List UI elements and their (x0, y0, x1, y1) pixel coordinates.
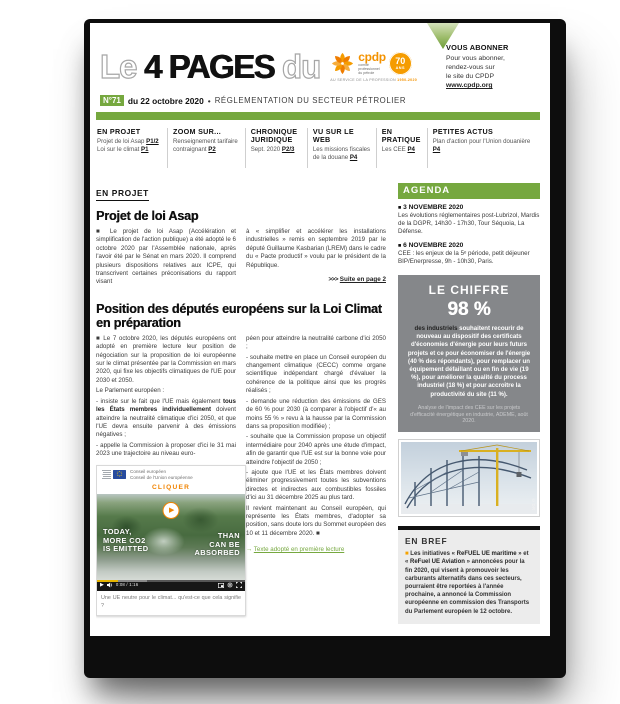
video-thumbnail[interactable] (97, 494, 245, 580)
issue-tagline: RÉGLEMENTATION DU SECTEUR PÉTROLIER (214, 96, 407, 105)
paragraph: - souhaite mettre en place un Conseil européen du changement climatique (CECC) comme organe scientifique indépendant chargé d'évaluer la cohérence de la politique ainsi que les progrès réalisés ; (246, 353, 386, 395)
nav-item-vu-sur-le-web[interactable]: VU SUR LE WEB Les missions fiscales de la douane P4 (307, 128, 376, 168)
agenda-event: ■ 6 NOVEMBRE 2020 CEE : les enjeux de la 5ᵉ période, petit déjeuner BIP/Enerpresse, 9h - 10h30, Paris. (398, 241, 530, 265)
article1-title: Projet de loi Asap (96, 209, 199, 223)
article1-col2 (246, 228, 386, 289)
paragraph: - appelle la Commission à proposer d'ici le 31 mai 2023 une trajectoire au niveau euro- (96, 441, 236, 458)
nav-item-en-pratique[interactable]: EN PRATIQUE Les CEE P4 (376, 128, 427, 168)
video-card-header (97, 466, 245, 483)
article2-title: Position des députés européens sur la Loi Climat en préparation (96, 301, 382, 330)
le-chiffre-body: des industriels souhaitent recourir de nouveau au dispositif des certificats d'économies d'énergie pour leurs futurs projets et ce pour économiser de l'énergie (40 % des répondants), pour remplacer un équipement défaillant ou en fin de vie (19 %), pour améliorer la qualité du process industriel (18 %) et pour accroître la productivité du site (11 %). (407, 325, 531, 398)
cpdp-starburst-icon (330, 51, 355, 76)
paragraph: - insiste sur le fait que l'UE mais également tous les États membres individuellement doivent atteindre la neutralité climatique d'ici 2050, et que l'UE devra ensuite parvenir à des émissions négatives ; (96, 397, 236, 439)
le-chiffre-box (398, 275, 540, 432)
paragraph: ■ Le 7 octobre 2020, les députés européens ont adopté en première lecture leur position de négociation sur la proposition de loi européenne sur le climat présentée par la Commission en mars 2020, qui fixe les objectifs climatiques de l'UE pour 2030 et 2050. (96, 334, 236, 384)
main-articles (96, 183, 386, 636)
en-bref-box (398, 530, 540, 624)
le-chiffre-number: 98 % (447, 299, 491, 321)
newsletter-page (90, 23, 550, 636)
article2-col2 (246, 335, 386, 616)
nav-item-en-projet[interactable]: EN PROJET Projet de loi Asap P1/2 Loi sur le climat P1 (97, 127, 159, 153)
cpdp-website-link[interactable]: www.cpdp.org (446, 82, 493, 89)
nav-item-zoom-sur[interactable]: ZOOM SUR... Renseignement tarifaire contraignant P2 (167, 128, 245, 168)
video-overlay-left: TODAY, MORE CO2 IS EMITTED (103, 526, 149, 554)
section-label-en-projet: EN PROJET (96, 188, 149, 201)
paragraph: - ajoute que l'UE et les États membres doivent éliminer progressivement toutes les subventions directes et indirectes aux combustibles fossiles d'ici au 31 décembre 2025 au plus tard. (246, 468, 386, 502)
agenda-header: AGENDA (398, 183, 540, 199)
cpdp-descriptor-2: professionnel (358, 66, 380, 71)
video-play-icon[interactable]: ▶ (100, 581, 104, 588)
bullet-icon: ■ (398, 242, 402, 249)
paragraph: - demande une réduction des émissions de GES de 60 % pour 2030 (à comparer à l'objectif d'« au moins 55 % » revu à la hausse par la Commission dans sa proposition modifiée) ; (246, 397, 386, 430)
video-org-line2: Conseil de l'Union européenne (130, 474, 193, 480)
masthead (96, 43, 540, 90)
construction-photo (398, 439, 540, 517)
nav-item-petites-actus[interactable]: PETITES ACTUS Plan d'action pour l'Union douanière P4 (427, 128, 540, 168)
le-chiffre-title: LE CHIFFRE (428, 283, 510, 298)
eu-council-logo (101, 469, 127, 481)
miniplayer-icon[interactable] (218, 583, 224, 588)
cliquer-label[interactable]: CLIQUER (151, 483, 191, 491)
video-caption: Une UE neutre pour le climat... qu'est-ce que cela signifie ? (101, 594, 241, 610)
volume-icon[interactable] (107, 582, 113, 588)
video-progress-bar[interactable] (97, 580, 245, 582)
paragraph: ■ Le projet de loi Asap (Accélération et simplification de l'action publique) a été adopté le 6 octobre 2020 par l'Assemblée nationale, après l'avoir été par le Sénat en mars 2020. Il comprend plusieurs dispositions relatives aux ICPE, qui transcrivent certaines préconisations du rapport visant (96, 228, 236, 286)
title-suffix: du (281, 48, 321, 85)
video-overlay-right: THAN CAN BE ABSORBED (194, 530, 240, 558)
paragraph: à « simplifier et accélérer les installations industrielles » remis en septembre 2019 par le député Guillaume Kasbarian (LREM) dans le cadre du « Pacte productif » voulu par le président de la République. (246, 228, 386, 269)
fullscreen-icon[interactable] (236, 582, 242, 588)
video-org-line1: Conseil européen (130, 468, 167, 474)
continue-page2-link[interactable]: >>> Suite en page 2 (328, 276, 386, 284)
paragraph: péen pour atteindre la neutralité carbone d'ici 2050 ; (246, 334, 386, 351)
subscribe-line: le site du CPDP (446, 73, 494, 80)
article2-body (96, 335, 386, 616)
cpdp-tagline: AU SERVICE DE LA PROFESSION 1950-2020 (330, 78, 418, 82)
paragraph: Le Parlement européen : (96, 387, 165, 395)
en-bref-body: ■ Les initiatives « ReFUEL UE maritime » et « ReFuel UE Aviation » annoncées pour la fin 2020, qui visent à promouvoir les carburants alternatifs dans ces secteurs, pourraient être reportées à l'année prochaine, a annoncé la Commission européenne en commission des Transports du Parlement européen le 12 octobre. (405, 551, 530, 615)
page-ref[interactable]: P4 (432, 145, 441, 153)
cpdp-logo (330, 51, 417, 82)
photo-credit: ©DR (531, 497, 536, 511)
video-card[interactable] (96, 465, 246, 616)
title-prefix: Le (100, 48, 137, 85)
subscribe-title: VOUS ABONNER (446, 43, 509, 52)
cpdp-descriptor-3: du pétrole (358, 71, 375, 76)
video-controls (97, 580, 245, 591)
page-ref[interactable]: P2 (208, 145, 216, 153)
nav-item-chronique-juridique[interactable]: CHRONIQUE JURIDIQUE Sept. 2020 P2/3 (245, 128, 307, 168)
agenda-event: ■ 3 NOVEMBRE 2020 Les évolutions réglementaires post-Lubrizol, Mardis de la DGPR, 14h30 - 17h30, Tour Séquoia, La Défense. (398, 204, 540, 236)
page-ref[interactable]: P4 (349, 153, 358, 161)
issue-separator: • (207, 95, 211, 106)
article1-col1 (96, 228, 236, 289)
en-bref-title: EN BREF (405, 536, 448, 547)
subscribe-block (446, 43, 540, 90)
page-ref[interactable]: P1/2 (146, 138, 159, 145)
page-frame (84, 19, 566, 678)
le-chiffre-source: Analyse de l'impact des CEE sur les projets d'efficacité énergétique en industrie, ADEME, août 2020. (410, 404, 528, 425)
page-ref[interactable]: P4 (407, 146, 415, 153)
masthead-divider-bar (96, 112, 540, 120)
subscribe-line: rendez-vous sur (446, 64, 495, 71)
video-timestamp: 0:08 / 1:16 (115, 582, 139, 588)
cpdp-descriptor-1: comité (358, 62, 369, 67)
newsletter-title (100, 50, 320, 83)
contents-nav (96, 128, 540, 168)
title-main: 4 PAGES (144, 48, 275, 85)
article2-col1 (96, 334, 241, 616)
bullet-icon: ■ (398, 205, 402, 211)
settings-gear-icon[interactable] (227, 582, 233, 588)
paragraph: Il revient maintenant au Conseil européen, qui représente les États membres, d'adopter sa position, sans doute lors du Sommet européen des 10 et 11 décembre 2020. ■ (246, 504, 386, 537)
play-button-icon[interactable]: ▶ (163, 502, 180, 519)
page-ref[interactable]: P1 (141, 145, 149, 153)
texte-adopte-link[interactable]: → Texte adopté en première lecture (246, 546, 345, 554)
issue-line (96, 95, 540, 106)
issue-number-badge: N°71 (100, 95, 124, 106)
page-ref[interactable]: P2/3 (281, 146, 295, 153)
paragraph: - souhaite que la Commission propose un objectif intermédiaire pour 2040 après une étude d'impact, afin de garantir que l'UE est sur la bonne voie pour atteindre l'objectif de 2050 ; (246, 433, 386, 466)
subscribe-line: Pour vous abonner, (446, 55, 505, 62)
article1-body (96, 228, 386, 289)
issue-date: du 22 octobre 2020 (127, 95, 204, 106)
70-ans-badge: 70 ANS (389, 52, 412, 75)
cpdp-wordmark: cpdp (358, 49, 386, 64)
sidebar (398, 183, 540, 636)
